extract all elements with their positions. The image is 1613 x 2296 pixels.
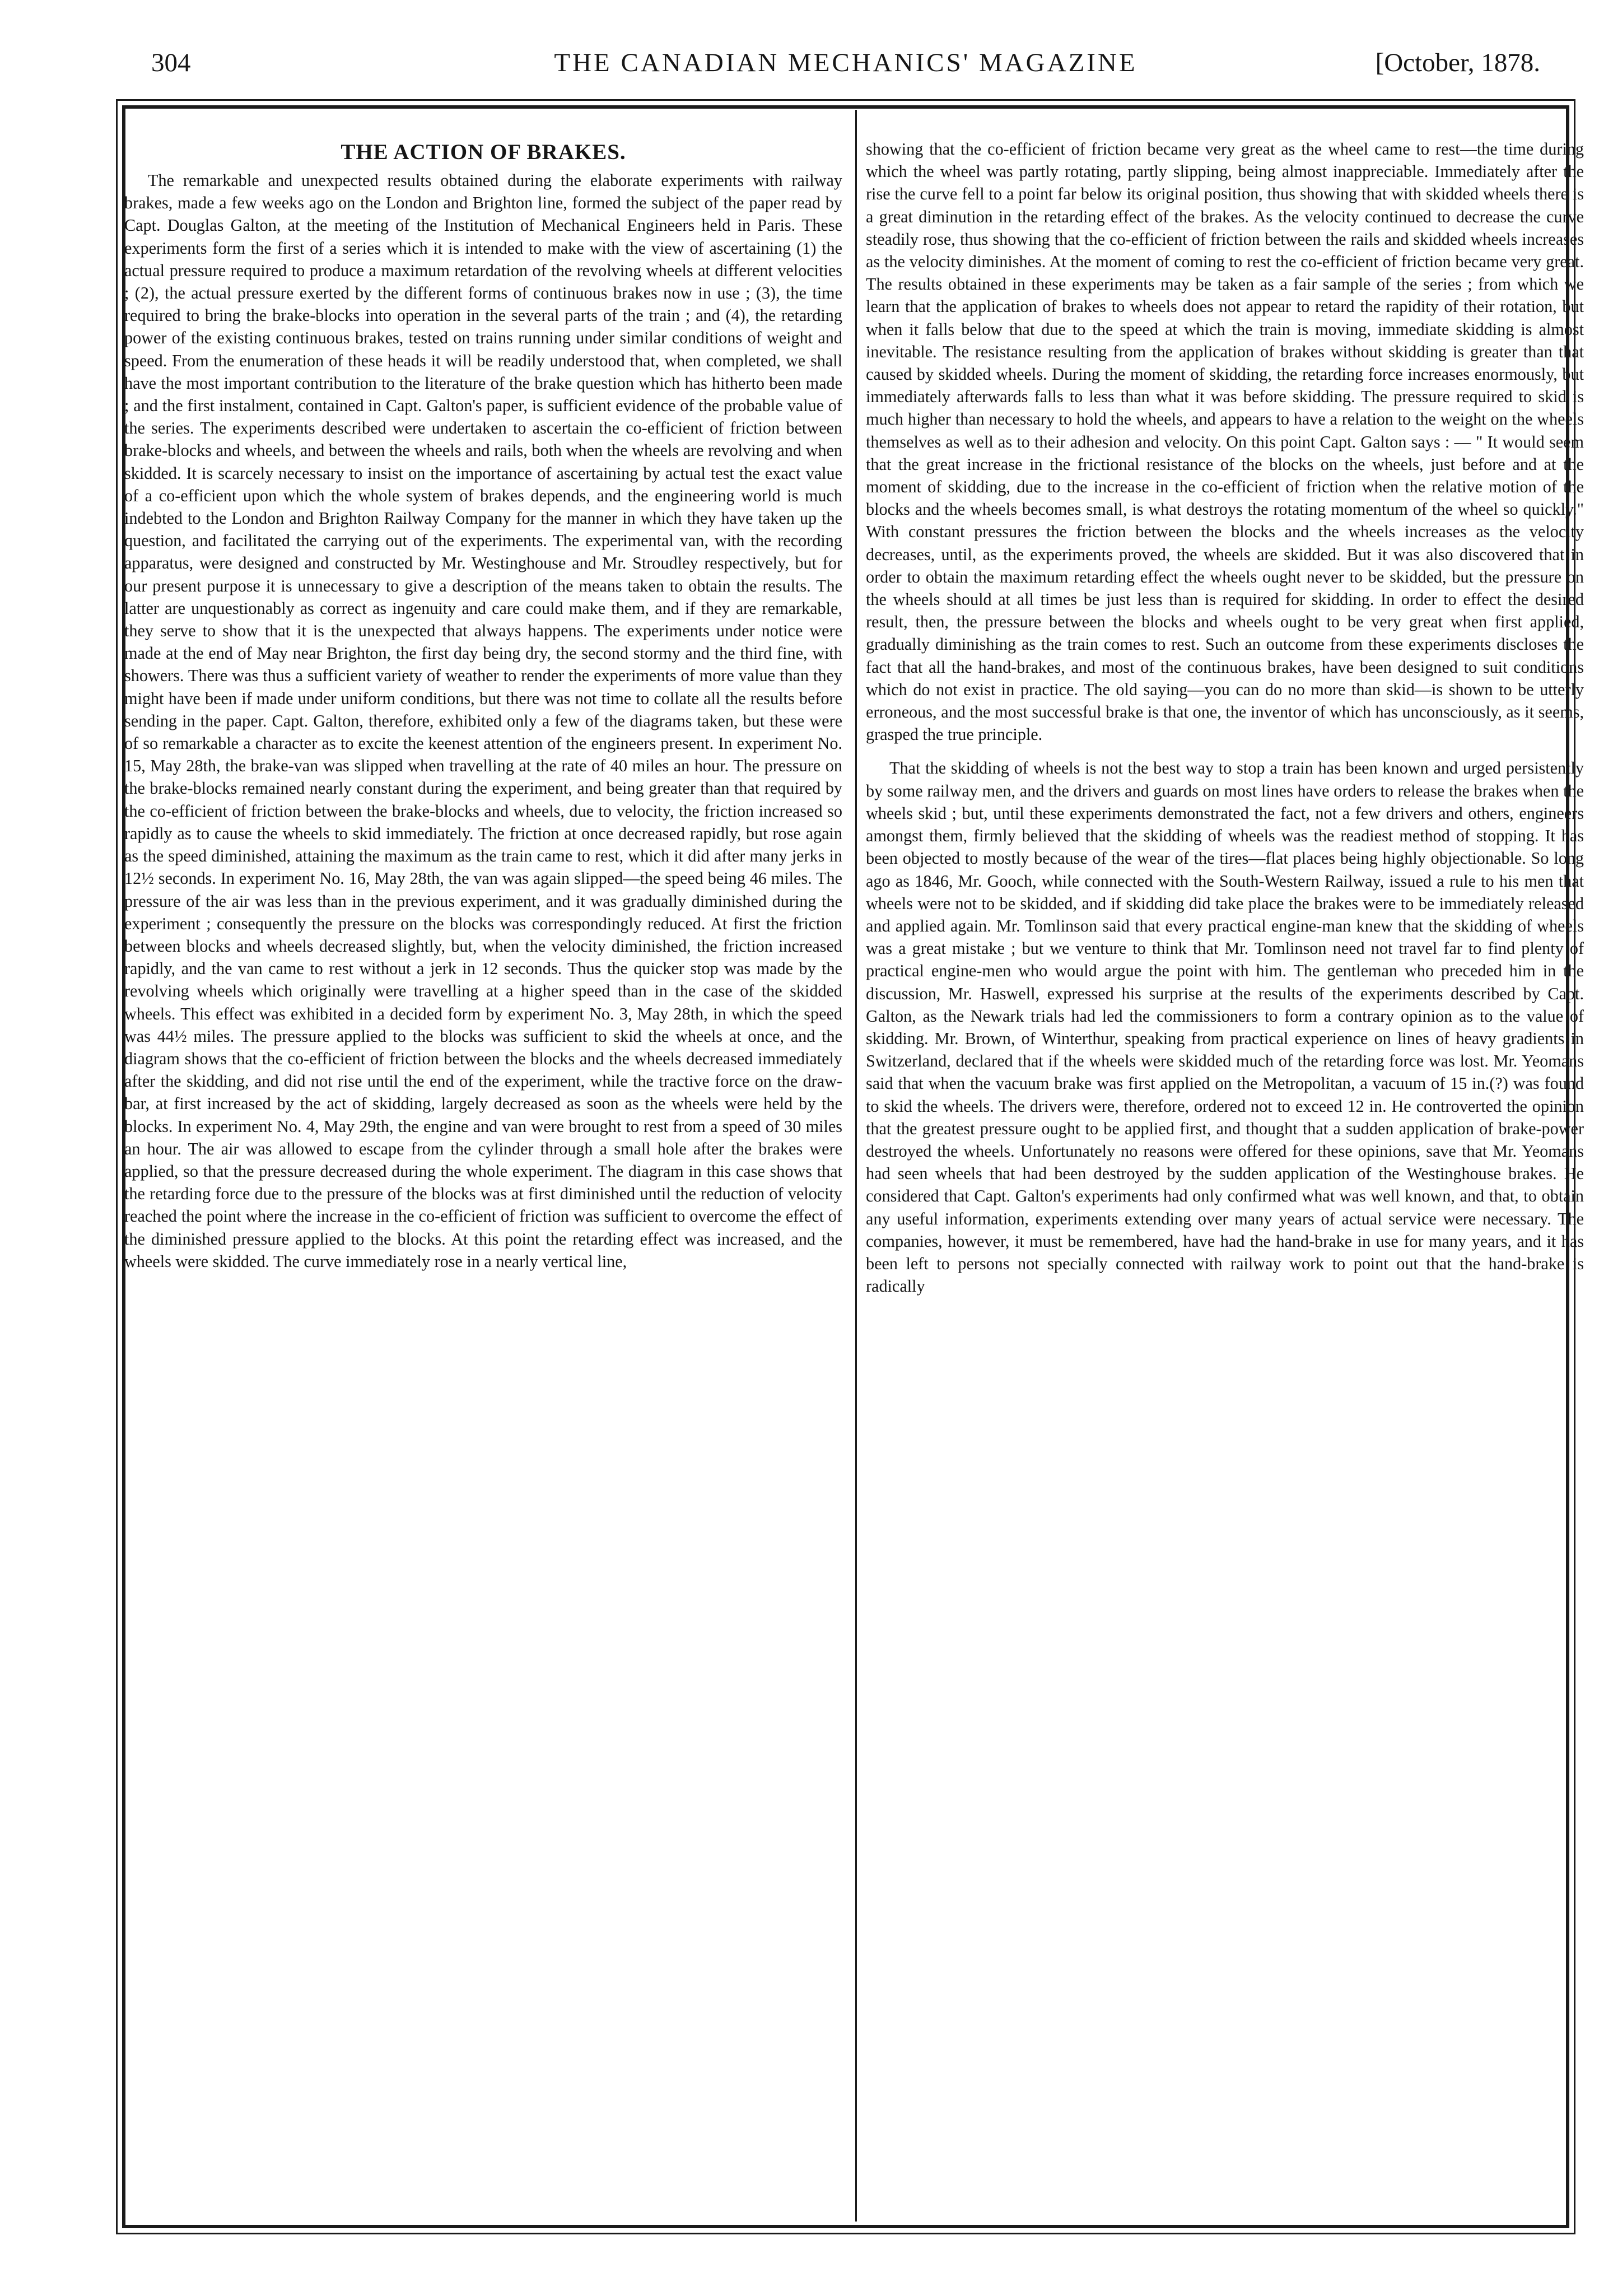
article-column-right [866, 138, 1584, 2217]
issue-date: [October, 1878. [1375, 48, 1540, 77]
article-paragraph: The remarkable and unexpected results obtained during the elaborate experiments with railway brakes, made a few weeks ago on the London and Brighton line, formed the subject of the paper read by Capt. Douglas Galton, at the meeting of the Institution of Mechanical Engineers held in Paris. These experiments form the first of a series which it is intended to make with the view of ascertaining (1) the actual pressure required to produce a maximum retardation of the revolving wheels at different velocities ; (2), the actual pressure exerted by the different forms of continuous brakes now in use ; (3), the time required to bring the brake-blocks into operation in the several parts of the train ; and (4), the retarding power of the existing continuous brakes, tested on trains running under similar conditions of weight and speed. From the enumeration of these heads it will be readily understood that, when completed, we shall have the most important contribution to the literature of the brake question which has hitherto been made ; and the first instalment, contained in Capt. Galton's paper, is sufficient evidence of the probable value of the series. The experiments described were undertaken to ascertain the co-efficient of friction between brake-blocks and wheels, and between the wheels and rails, both when the wheels are revolving and when skidded. It is scarcely necessary to insist on the importance of ascertaining by actual test the exact value of a co-efficient upon which the whole system of brakes depends, and the engineering world is much indebted to the London and Brighton Railway Company for the manner in which they have taken up the question, and facilitated the carrying out of the experiments. The experimental van, with the recording apparatus, were designed and constructed by Mr. Westinghouse and Mr. Stroudley respectively, but for our present purpose it is unnecessary to give a description of the means taken to obtain the results. The latter are unquestionably as correct as ingenuity and care could make them, and if they are remarkable, they serve to show that it is the unexpected that always happens. The experiments under notice were made at the end of May near Brighton, the first day being dry, the second stormy and the third fine, with showers. There was thus a sufficient variety of weather to render the experiments of more value than they might have been if made under uniform conditions, but there was not time to collate all the results before sending in the paper. Capt. Galton, therefore, exhibited only a few of the diagrams taken, but these were of so remarkable a character as to excite the keenest attention of the engineers present. In experiment No. 15, May 28th, the brake-van was slipped when travelling at the rate of 40 miles an hour. The pressure on the brake-blocks remained nearly constant during the experiment, and being greater than that required by the co-efficient of friction between the brake-blocks and wheels, due to velocity, the friction increased so rapidly as to cause the wheels to skid immediately. The friction at once decreased rapidly, but rose again as the speed diminished, attaining the maximum as the train came to rest, which it did after many jerks in 12½ seconds. In experiment No. 16, May 28th, the van was again slipped—the speed being 46 miles. The pressure of the air was less than in the previous experiment, and it was gradually diminished during the experiment ; consequently the pressure on the blocks was correspondingly reduced. At first the friction between blocks and wheels decreased slightly, but, when the velocity diminished, the friction increased rapidly, and the van came to rest without a jerk in 12 seconds. Thus the quicker stop was made by the revolving wheels which originally were travelling at a higher speed than in the case of the skidded wheels. This effect was exhibited in a decided form by experiment No. 3, May 28th, in which the speed was 44½ miles. The pressure applied to the blocks was sufficient to skid the wheels at once, and the diagram shows that the co-efficient of friction between the blocks and the wheels decreased immediately after the skidding, and did not rise until the end of the experiment, while the tractive force on the draw-bar, at first increased by the act of skidding, largely decreased as soon as the wheels were held by the blocks. In experiment No. 4, May 29th, the engine and van were brought to rest from a speed of 30 miles an hour. The air was allowed to escape from the cylinder through a small hole after the brakes were applied, so that the pressure decreased during the whole experiment. The diagram in this case shows that the retarding force due to the pressure of the blocks was at first diminished until the reduction of velocity reached the point where the increase in the co-efficient of friction was sufficient to overcome the effect of the diminished pressure applied to the blocks. At this point the retarding effect was increased, and the wheels were skidded. The curve immediately rose in a nearly vertical line, [124, 171, 842, 1271]
article-column-left [124, 138, 842, 2217]
article-title: THE ACTION OF BRAKES. [341, 140, 626, 164]
article-paragraph: showing that the co-efficient of friction became very great as the wheel came to rest—the time during which the wheel was partly rotating, partly slipping, being almost inappreciable. Immediately after the rise the curve fell to a point far below its original position, thus showing that with skidded wheels there is a great diminution in the retarding effect of the brakes. As the velocity continued to decrease the curve steadily rose, thus showing that the co-efficient of friction between the rails and skidded wheels increases as the velocity diminishes. At the moment of coming to rest the co-efficient of friction became very great. The results obtained in these experiments may be taken as a fair sample of the series ; from which we learn that the application of brakes to wheels does not appear to retard the rapidity of their rotation, but when it falls below that due to the speed at which the train is moving, immediate skidding is almost inevitable. The resistance resulting from the application of brakes without skidding is greater than that caused by skidded wheels. During the moment of skidding, the retarding force increases enormously, but immediately afterwards falls to less than what it was before skidding. The pressure required to skid is much higher than necessary to hold the wheels, and appears to have a relation to the weight on the wheels themselves as well as to their adhesion and velocity. On this point Capt. Galton says : — " It would seem that the great increase in the frictional resistance of the blocks on the wheels, just before and at the moment of skidding, due to the increase in the co-efficient of friction when the relative motion of the blocks and the wheels becomes small, is what destroys the rotating momentum of the wheel so quickly." With constant pressures the friction between the blocks and the wheels increases as the velocity decreases, until, as the experiments proved, the wheels are skidded. But it was also discovered that in order to obtain the maximum retarding effect the wheels ought never to be skidded, but the pressure on the wheels should at all times be just less than is required for skidding. In order to effect the desired result, then, the pressure between the blocks and wheels ought to be very great when first applied, gradually diminishing as the train comes to rest. Such an outcome from these experiments discloses the fact that all the hand-brakes, and most of the continuous brakes, have been designed to suit conditions which do not exist in practice. The old saying—you can do no more than skid—is shown to be utterly erroneous, and the most successful brake is that one, the inventor of which has unconsciously, as it seems, grasped the true principle. [866, 139, 1584, 744]
magazine-title: THE CANADIAN MECHANICS' MAGAZINE [554, 48, 1138, 77]
running-head [151, 46, 1540, 80]
column-divider [855, 110, 857, 2222]
article-paragraph: That the skidding of wheels is not the best way to stop a train has been known and urged persistently by some railway men, and the drivers and guards on most lines have orders to release the brakes when the wheels skid ; but, until these experiments demonstrated the fact, not a few drivers and others, engineers amongst them, firmly believed that the skidding of wheels was the readiest method of stopping. It has been objected to mostly because of the wear of the tires—flat places being highly objectionable. So long ago as 1846, Mr. Gooch, while connected with the South-Western Railway, issued a rule to his men that wheels were not to be skidded, and if skidding did take place the brakes were to be immediately released and applied again. Mr. Tomlinson said that every practical engine-man knew that the skidding of wheels was a great mistake ; but we venture to think that Mr. Tomlinson need not travel far to find plenty of practical engine-men who would argue the point with him. The gentleman who preceded him in the discussion, Mr. Haswell, expressed his surprise at the results of the experiments described by Capt. Galton, as the Newark trials had led the commissioners to form a contrary opinion as to the value of skidding. Mr. Brown, of Winterthur, speaking from practical experience on lines of heavy gradients in Switzerland, declared that if the wheels were skidded much of the retarding force was lost. Mr. Yeomans said that when the vacuum brake was first applied on the Metropolitan, a vacuum of 15 in.(?) was found to skid the wheels. The drivers were, therefore, ordered not to exceed 12 in. He controverted the opinion that the greatest pressure ought to be applied first, and thought that a sudden application of brake-power destroyed the wheels. Unfortunately no reasons were offered for these opinions, save that Mr. Yeomans had seen wheels that had been destroyed by the sudden application of the Westinghouse brakes. He considered that Capt. Galton's experiments had only confirmed what was well known, and that, to obtain any useful information, experiments extending over many years of actual service were necessary. The companies, however, it must be remembered, have had the hand-brake in use for many years, and it has been left to persons not specially connected with railway work to point out that the hand-brake is radically [866, 758, 1584, 1296]
page-number: 304 [151, 48, 191, 77]
